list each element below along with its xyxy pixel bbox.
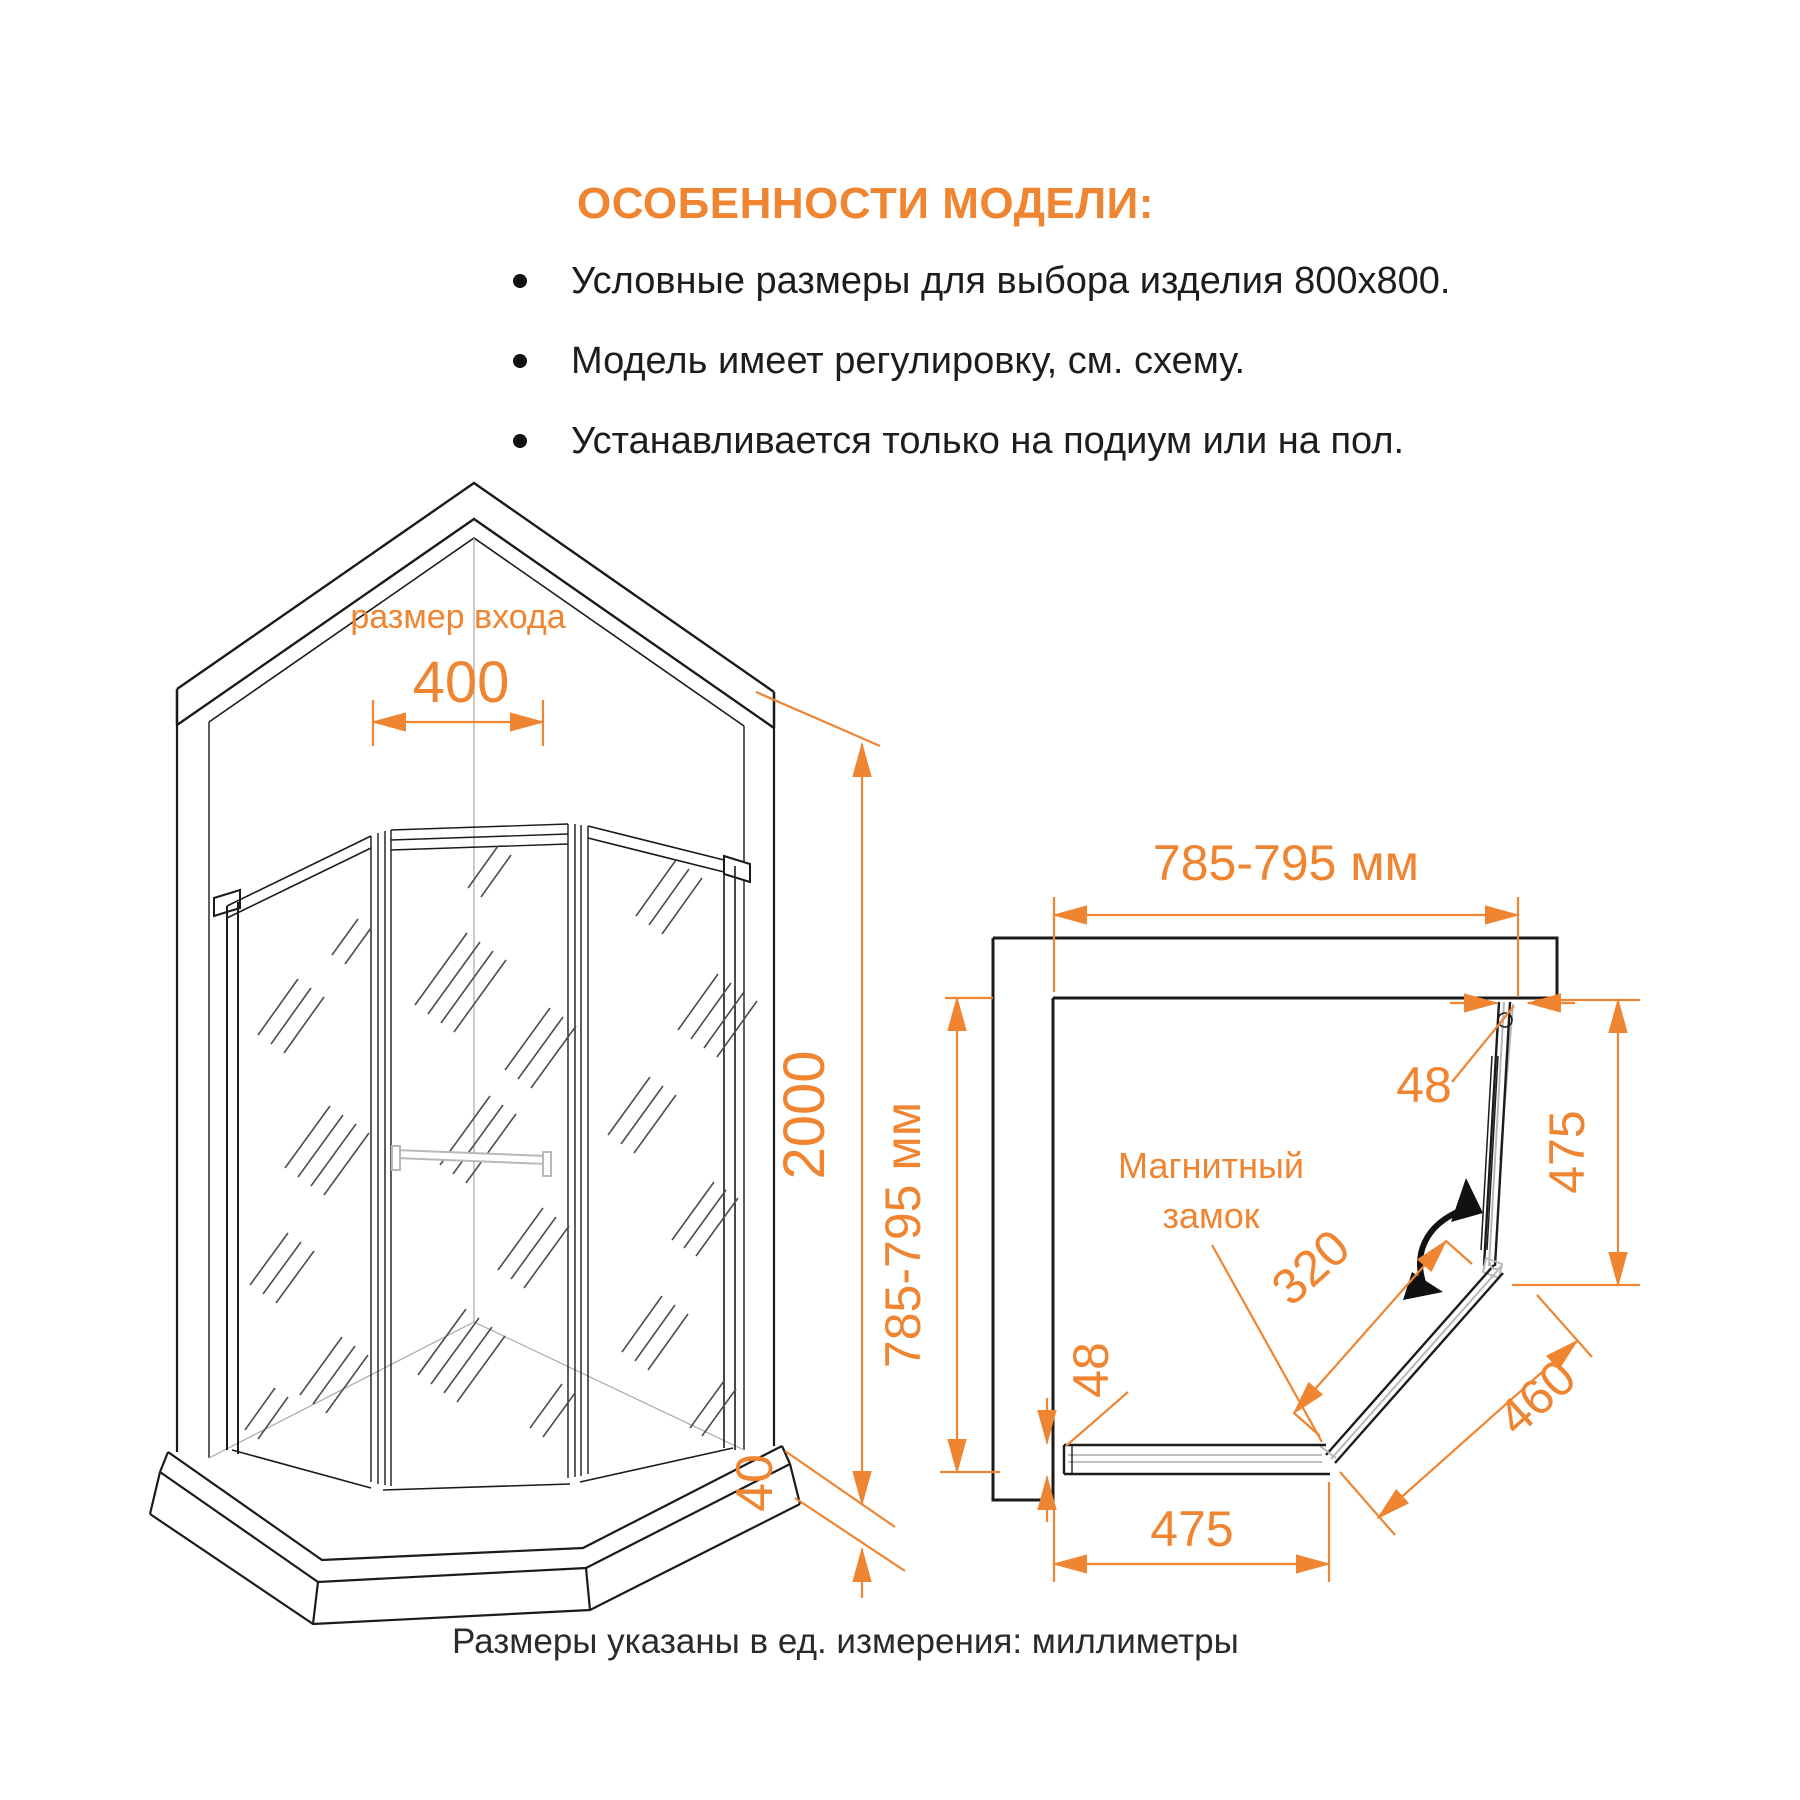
magnetic-lock-label-1: Магнитный <box>1118 1145 1304 1186</box>
isometric-view <box>150 483 905 1624</box>
features-title: ОСОБЕННОСТИ МОДЕЛИ: <box>577 179 1154 228</box>
magnetic-lock-label-2: замок <box>1162 1195 1260 1236</box>
room-walls <box>993 938 1557 1500</box>
plan-right-panel <box>1481 1002 1513 1278</box>
glass-hatching <box>245 846 757 1439</box>
plan-view <box>875 835 1640 1582</box>
door-swing-arrow <box>1403 1178 1483 1300</box>
plan-dimensions <box>875 835 1640 1582</box>
plan-diagonal: 460 <box>1486 1348 1587 1447</box>
feature-text-1: Условные размеры для выбора изделия 800x800. <box>571 260 1451 302</box>
iso-dimensions <box>350 598 905 1598</box>
plan-bottom-side: 475 <box>1150 1501 1234 1557</box>
feature-text-3: Устанавливается только на подиум или на пол. <box>571 420 1405 462</box>
shower-tray <box>150 1446 800 1624</box>
entrance-size-label: размер входа <box>350 598 566 636</box>
units-note: Размеры указаны в ед. измерения: миллиметры <box>452 1622 1239 1661</box>
plan-bottom-panel <box>1064 1445 1330 1474</box>
wall-edges <box>177 689 774 1458</box>
plan-width-top: 785-795 мм <box>1152 835 1420 891</box>
plan-depth-left: 785-795 мм <box>875 1101 931 1369</box>
cabin-height-value: 2000 <box>772 1050 837 1180</box>
entrance-width-value: 400 <box>412 650 510 715</box>
plan-adjust-bottom: 48 <box>1063 1342 1119 1398</box>
tray-height-value: 40 <box>726 1454 784 1512</box>
plan-door-glass: 320 <box>1260 1218 1361 1317</box>
towel-bar <box>392 1146 551 1176</box>
plan-right-side: 475 <box>1539 1110 1595 1194</box>
plan-adjust-top: 48 <box>1396 1057 1452 1113</box>
feature-text-2: Модель имеет регулировку, см. схему. <box>571 340 1246 382</box>
